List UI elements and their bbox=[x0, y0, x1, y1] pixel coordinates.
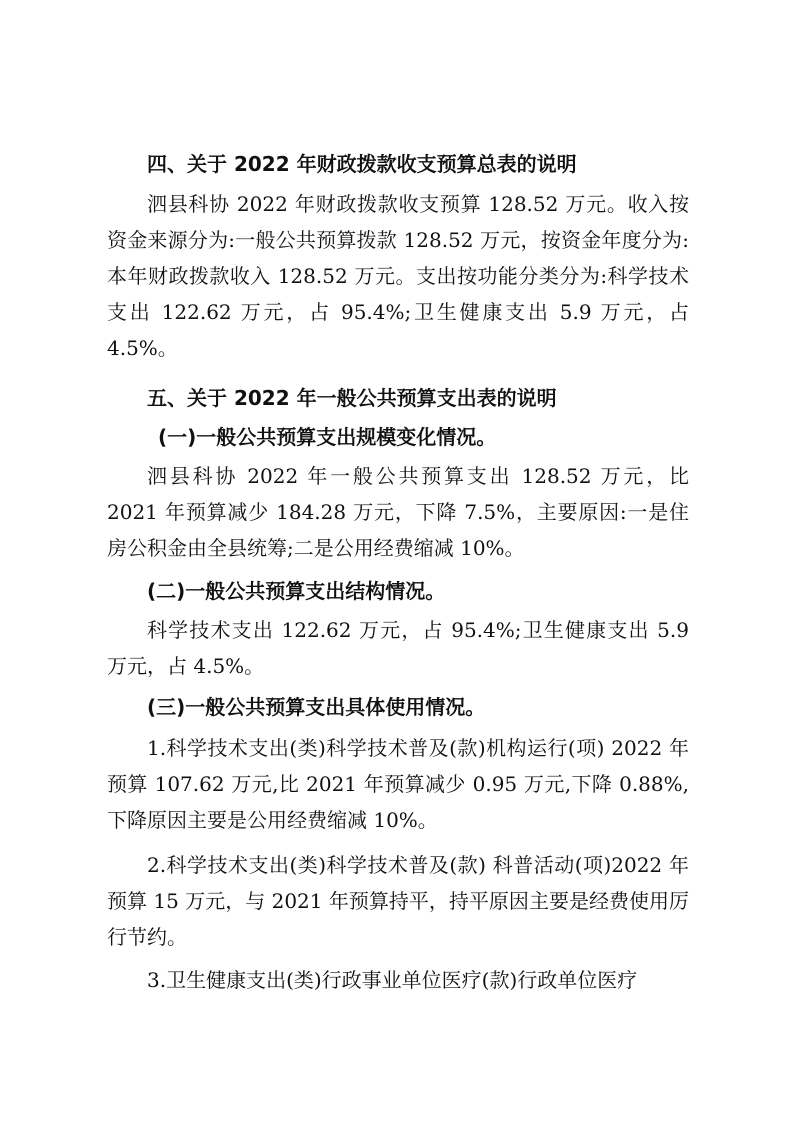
section-5-heading: 五、关于 2022 年一般公共预算支出表的说明 bbox=[147, 386, 557, 410]
subsection-2-title: (二)一般公共预算支出结构情况。 bbox=[147, 579, 446, 603]
usage-item-1: 1.科学技术支出(类)科学技术普及(款)机构运行(项) 2022 年预算 107.62 万元,比 2021 年预算减少 0.95 万元,下降 0.88%,下降原因主要是公用经费缩减 10%。 bbox=[107, 736, 689, 832]
section-4-paragraph: 泗县科协 2022 年财政拨款收支预算 128.52 万元。收入按资金来源分为:一般公共预算拨款 128.52 万元，按资金年度分为:本年财政拨款收入 128.52 万元。支出按功能分类分为:科学技术支出 122.62 万元，占 95.4%;卫生健康支出 5.9 万元，占 4.5%。 bbox=[107, 192, 689, 360]
subsection-1-paragraph: 泗县科协 2022 年一般公共预算支出 128.52 万元，比 2021 年预算减少 184.28 万元，下降 7.5%，主要原因:一是住房公积金由全县统筹;二是公用经费缩减 10%。 bbox=[107, 464, 689, 560]
subsection-2-paragraph: 科学技术支出 122.62 万元，占 95.4%;卫生健康支出 5.9 万元，占 4.5%。 bbox=[107, 618, 689, 678]
usage-item-2: 2.科学技术支出(类)科学技术普及(款) 科普活动(项)2022 年预算 15 万元，与 2021 年预算持平，持平原因主要是经费使用厉行节约。 bbox=[107, 853, 689, 949]
section-4-heading: 四、关于 2022 年财政拨款收支预算总表的说明 bbox=[147, 152, 577, 176]
usage-item-3: 3.卫生健康支出(类)行政事业单位医疗(款)行政单位医疗 bbox=[147, 968, 638, 992]
subsection-3-title: (三)一般公共预算支出具体使用情况。 bbox=[147, 695, 486, 719]
subsection-1-title: (一)一般公共预算支出规模变化情况。 bbox=[158, 425, 497, 449]
